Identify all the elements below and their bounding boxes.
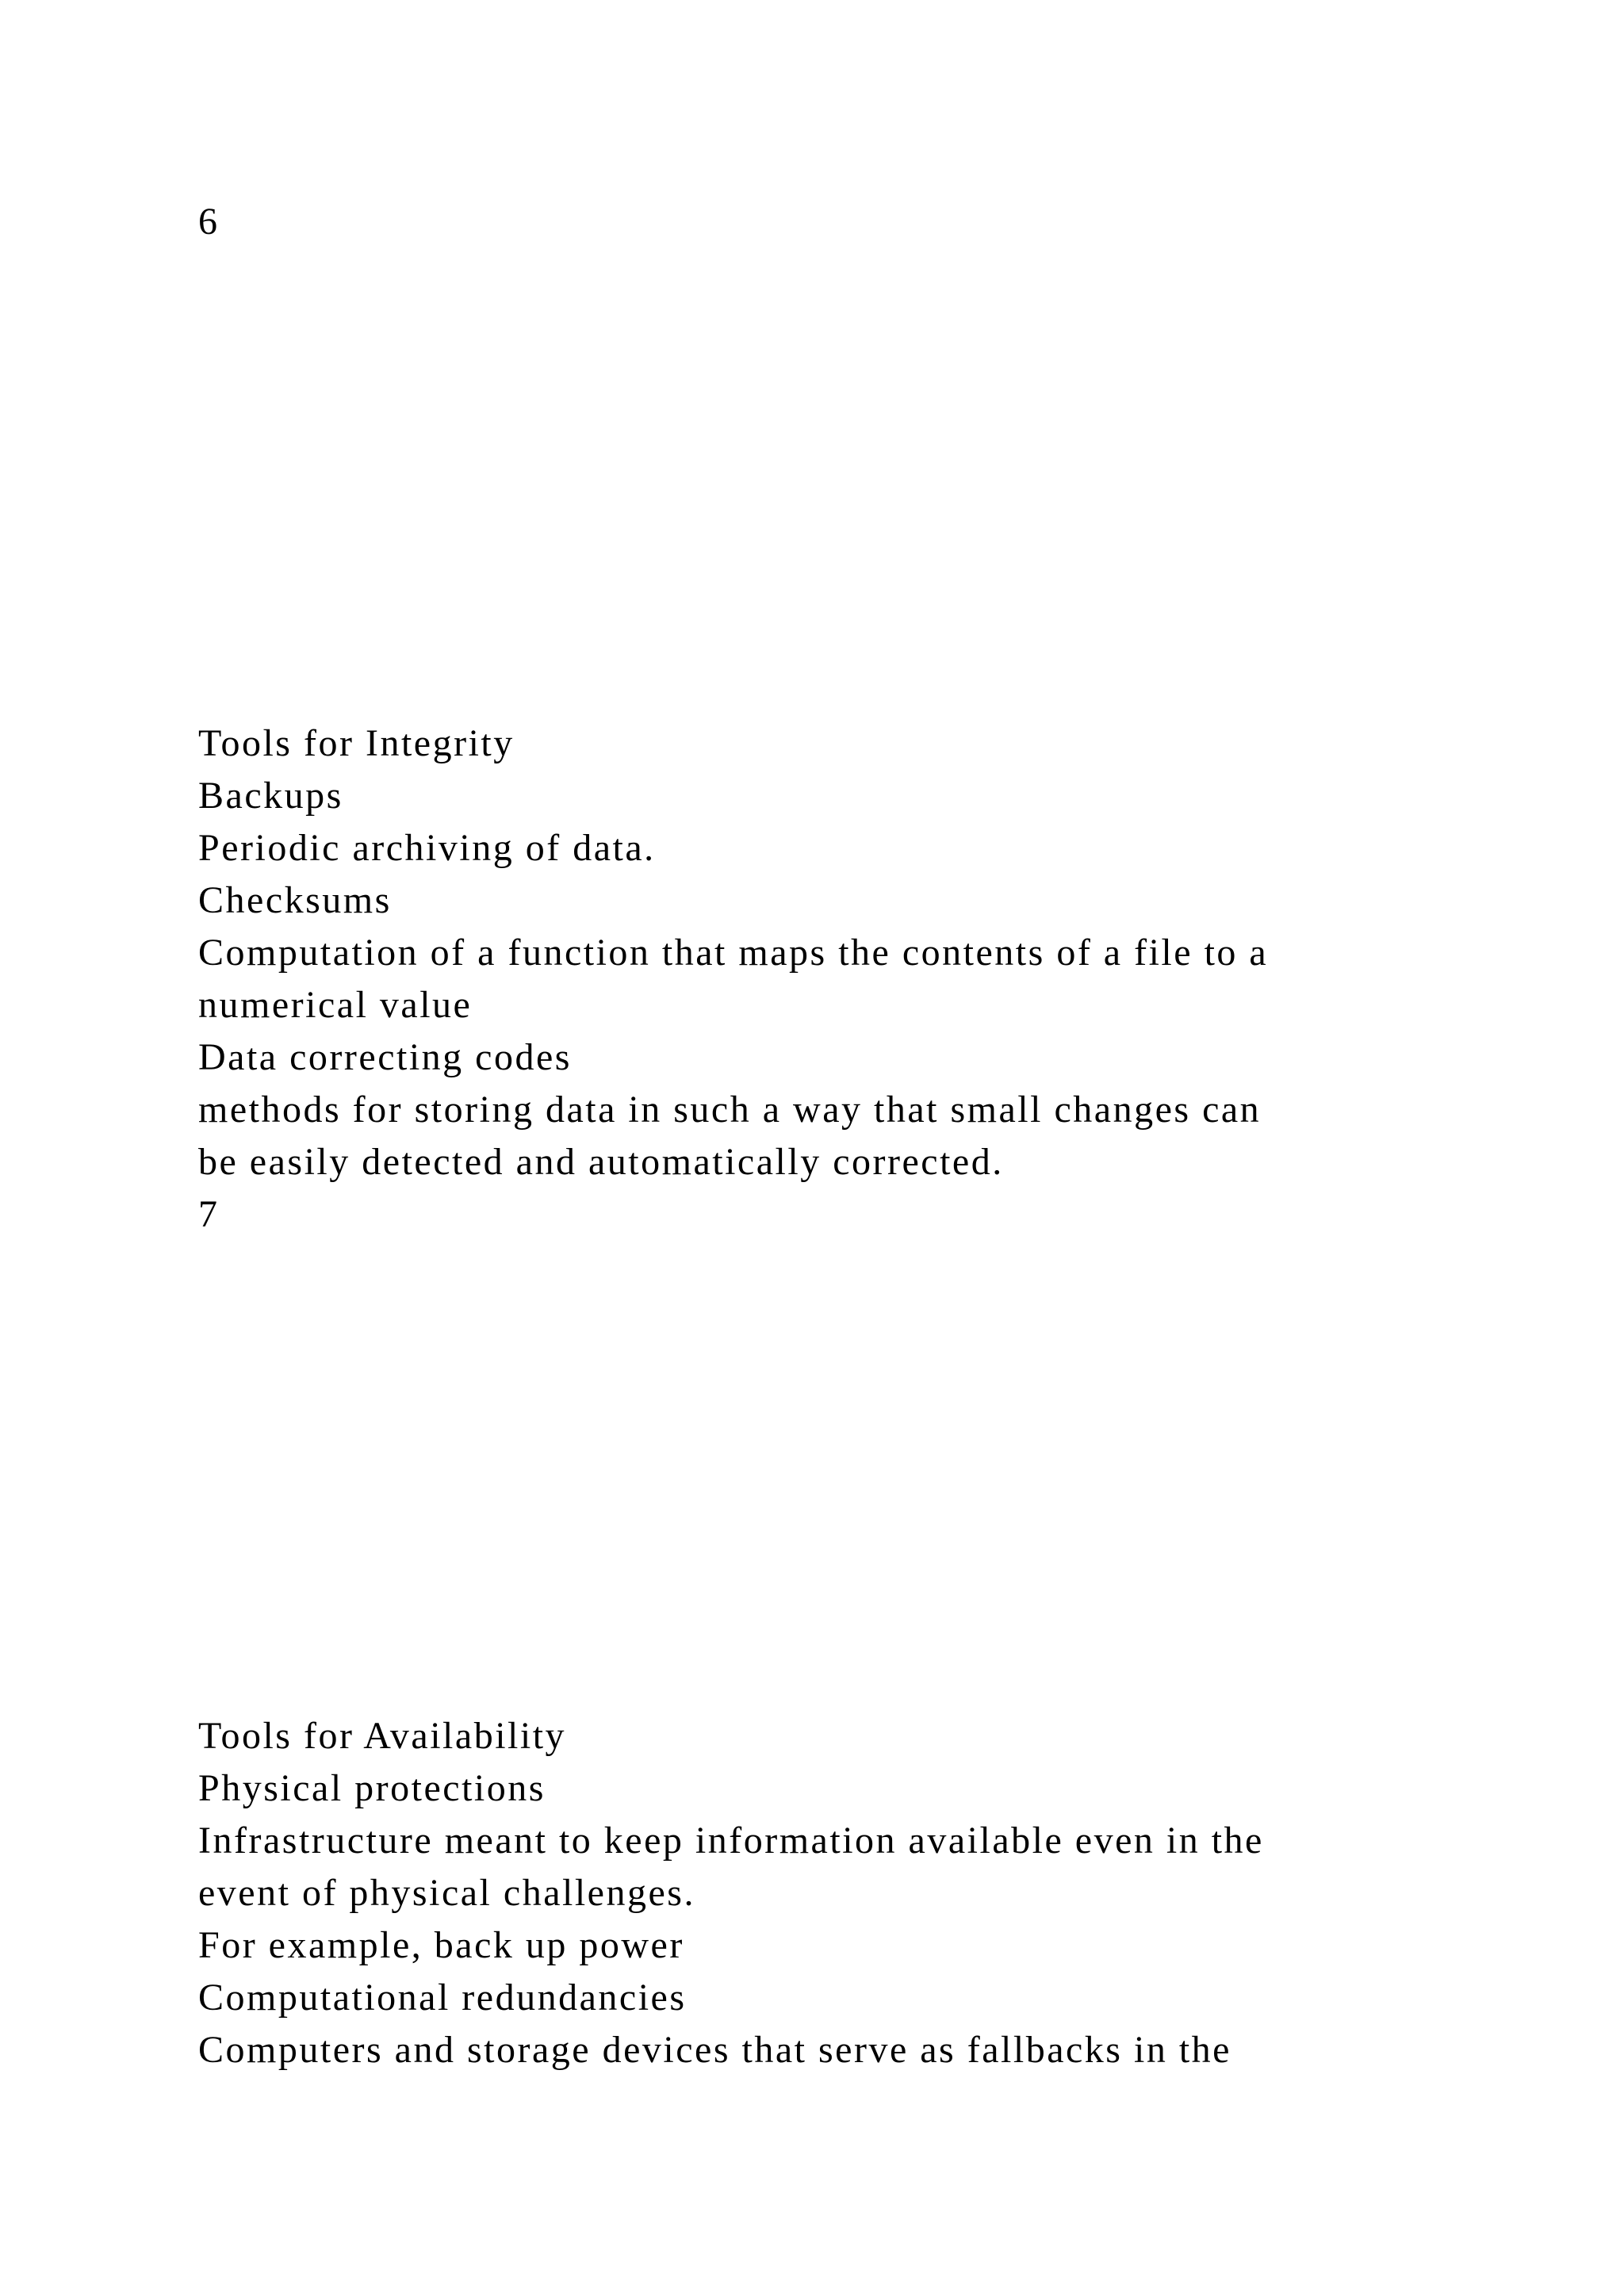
page-number-6: 6	[198, 201, 220, 243]
integrity-line: Periodic archiving of data.	[198, 827, 656, 869]
integrity-line: Data correcting codes	[198, 1036, 572, 1078]
availability-line: event of physical challenges.	[198, 1872, 695, 1914]
integrity-line: Computation of a function that maps the contents of a file to a	[198, 932, 1269, 974]
availability-line: Computers and storage devices that serve as fallbacks in the	[198, 2029, 1231, 2071]
availability-line: For example, back up power	[198, 1924, 684, 1966]
integrity-heading: Tools for Integrity	[198, 722, 515, 764]
integrity-line: methods for storing data in such a way that small changes can	[198, 1089, 1262, 1131]
availability-line: Physical protections	[198, 1767, 546, 1809]
integrity-line: numerical value	[198, 984, 473, 1026]
availability-heading: Tools for Availability	[198, 1715, 567, 1757]
availability-line: Computational redundancies	[198, 1976, 687, 2019]
integrity-line: Backups	[198, 775, 343, 817]
page-number-7: 7	[198, 1193, 220, 1235]
integrity-line: be easily detected and automatically corrected.	[198, 1141, 1004, 1183]
integrity-line: Checksums	[198, 879, 392, 921]
availability-line: Infrastructure meant to keep information available even in the	[198, 1820, 1264, 1862]
